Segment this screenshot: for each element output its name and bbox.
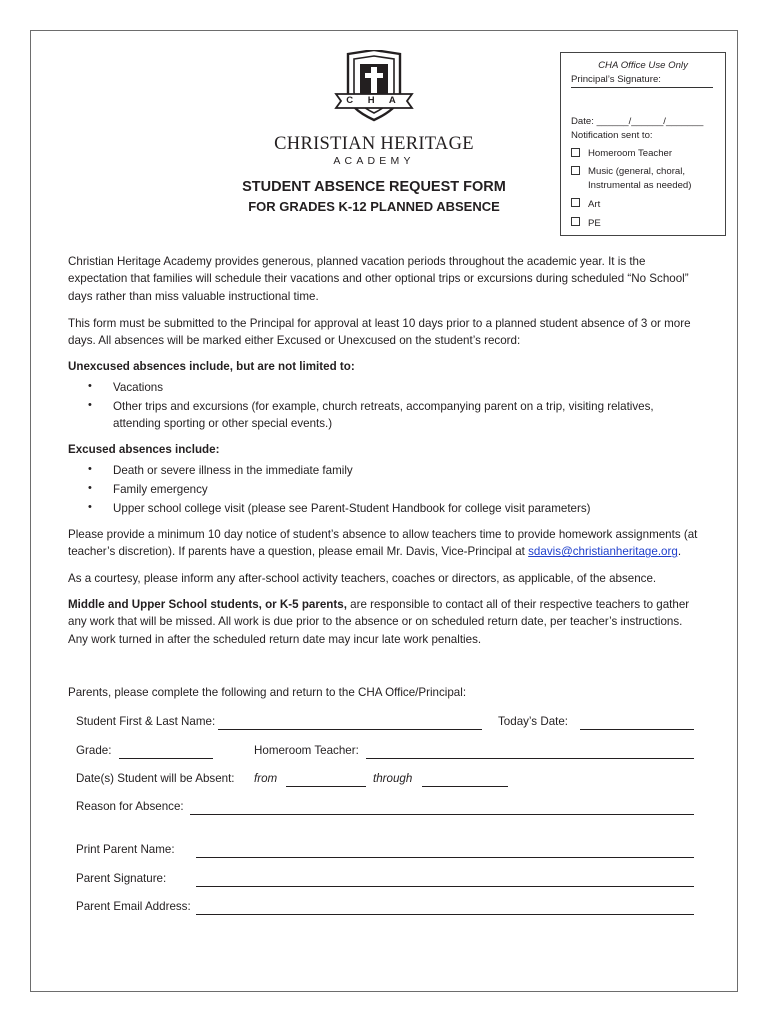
pe-label: PE: [588, 218, 601, 229]
principal-signature-label: Principal’s Signature:: [571, 74, 661, 85]
bullet-icon: •: [88, 380, 92, 392]
form-title: STUDENT ABSENCE REQUEST FORM: [242, 179, 506, 195]
from-label: from: [254, 772, 278, 785]
through-label: through: [373, 772, 413, 785]
responsibility-rest: are responsible to contact all of their respective teachers to gather any work that will be missed. All work is due prior to the absence or on scheduled return date, per teacher’s instructions. Any work turned in after the scheduled return date may incur late work penalties.: [68, 598, 690, 646]
notice-text: Please provide a minimum 10 day notice of student’s absence to allow teachers time to provide homework assignments (at teacher’s discretion). If parents have a question, please email Mr. Davis, Vice-Principal at: [68, 528, 698, 559]
intro-paragraph: Christian Heritage Academy provides generous, planned vacation periods throughout the academic year. It is the expectation that families will schedule their vacations and other optional trips or excursions during scheduled “No School” days rather than miss valuable instructional time.: [68, 255, 689, 303]
notification-label: Notification sent to:: [571, 130, 653, 141]
homeroom-teacher-checkbox[interactable]: [571, 148, 580, 157]
grade-field[interactable]: [119, 758, 213, 759]
office-box-title: CHA Office Use Only: [598, 60, 688, 71]
excused-item: Family emergency: [113, 483, 208, 496]
excused-item: Death or severe illness in the immediate family: [113, 464, 353, 477]
student-name-field[interactable]: [218, 729, 482, 730]
parent-signature-label: Parent Signature:: [76, 872, 167, 885]
parent-email-label: Parent Email Address:: [76, 900, 191, 913]
logo-letters: C H A: [346, 95, 402, 106]
form-subtitle: FOR GRADES K-12 PLANNED ABSENCE: [248, 199, 500, 214]
excused-item: Upper school college visit (please see Parent-Student Handbook for college visit parameters): [113, 502, 591, 515]
art-label: Art: [588, 199, 601, 210]
submit-note-paragraph: This form must be submitted to the Principal for approval at least 10 days prior to a planned student absence of 3 or more days. All absences will be marked either Excused or Unexcused on the student’s record:: [68, 317, 691, 348]
reason-field[interactable]: [190, 814, 694, 815]
unexcused-item: Other trips and excursions (for example, church retreats, accompanying parent on a trip, visiting relatives, attending sporting or other special events.): [113, 400, 654, 431]
music-checkbox[interactable]: [571, 166, 580, 175]
school-subname: ACADEMY: [333, 155, 415, 167]
through-date-field[interactable]: [422, 786, 508, 787]
homeroom-teacher-field-label: Homeroom Teacher:: [254, 744, 359, 757]
cha-crest-logo: [334, 50, 414, 124]
student-name-label: Student First & Last Name:: [76, 715, 216, 728]
from-date-field[interactable]: [286, 786, 366, 787]
notice-end: .: [677, 545, 682, 559]
bullet-icon: •: [88, 399, 92, 411]
todays-date-label: Today’s Date:: [498, 715, 569, 728]
bullet-icon: •: [88, 463, 92, 475]
vice-principal-email-link[interactable]: sdavis@christianheritage.org: [528, 545, 678, 559]
parent-name-label: Print Parent Name:: [76, 843, 175, 856]
office-use-box: [560, 52, 726, 236]
grade-label: Grade:: [76, 744, 112, 757]
parent-signature-field[interactable]: [196, 886, 694, 887]
courtesy-paragraph: As a courtesy, please inform any after-school activity teachers, coaches or directors, as applicable, of the absence.: [68, 572, 657, 585]
bullet-icon: •: [88, 501, 92, 513]
bullet-icon: •: [88, 482, 92, 494]
homeroom-teacher-label: Homeroom Teacher: [588, 148, 673, 159]
pe-checkbox[interactable]: [571, 217, 580, 226]
homeroom-teacher-field[interactable]: [366, 758, 694, 759]
todays-date-field[interactable]: [580, 729, 694, 730]
parent-name-field[interactable]: [196, 857, 694, 858]
responsibility-bold: Middle and Upper School students, or K-5 parents,: [68, 598, 347, 611]
unexcused-item: Vacations: [113, 381, 164, 394]
form-instructions: Parents, please complete the following and return to the CHA Office/Principal:: [68, 686, 467, 699]
excused-heading: Excused absences include:: [68, 443, 220, 456]
office-date-label[interactable]: Date: ______/______/_______: [571, 116, 704, 127]
school-name: CHRISTIAN HERITAGE: [274, 134, 474, 154]
notice-paragraph: [68, 526, 704, 561]
principal-signature-line[interactable]: [571, 87, 713, 88]
parent-email-field[interactable]: [196, 914, 694, 915]
responsibility-paragraph: [68, 596, 704, 648]
unexcused-heading: Unexcused absences include, but are not limited to:: [68, 360, 355, 373]
reason-label: Reason for Absence:: [76, 800, 184, 813]
art-checkbox[interactable]: [571, 198, 580, 207]
dates-absent-label: Date(s) Student will be Absent:: [76, 772, 235, 785]
music-label-continued: Instrumental as needed): [588, 180, 692, 191]
music-label: Music (general, choral,: [588, 166, 686, 177]
